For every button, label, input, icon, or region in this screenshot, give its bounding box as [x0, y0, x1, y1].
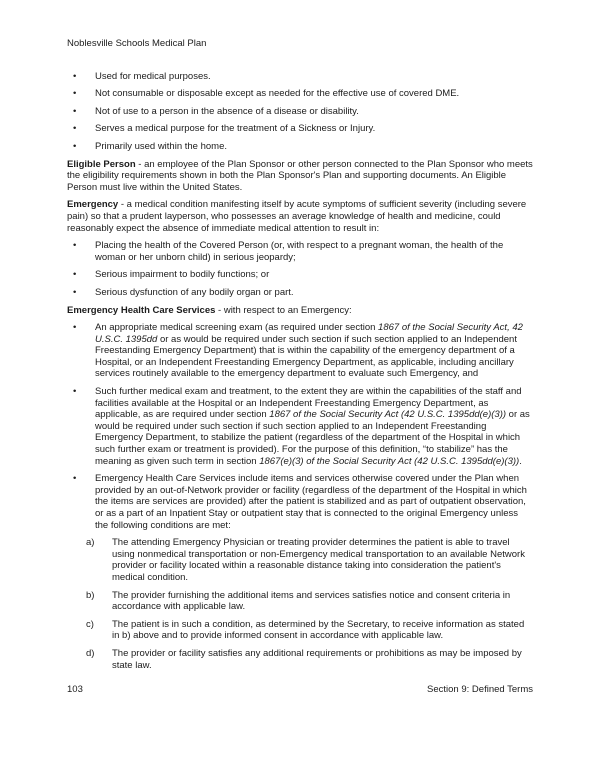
text-run: - with respect to an Emergency: — [215, 304, 352, 316]
text-run: The provider furnishing the additional items and services satisfies notice and consent criteria in accordance with applicable law. — [112, 589, 511, 613]
text-run: 1867 of the Social Security Act, 42 U.S.C. 1395dd — [95, 322, 523, 345]
sub-item-label: d) — [86, 647, 95, 659]
bullet-glyph: • — [73, 123, 77, 135]
bullet-text — [95, 240, 533, 263]
paragraph-text — [67, 199, 526, 233]
sub-item-text — [112, 648, 533, 671]
paragraph — [67, 199, 533, 234]
text-run: Serious dysfunction of any bodily organ or part. — [95, 286, 294, 298]
sub-item — [86, 619, 533, 642]
sub-item — [86, 590, 533, 613]
bullet-item — [67, 71, 533, 83]
bullet-glyph: • — [73, 70, 77, 82]
text-run: Emergency Health Care Services include items and services otherwise covered under the Plan when provided by an out-of-Network provider or facility (regardless of the department of the Hospital in which the items are services are provided) after the patient is stabilized and as part of outpatient observation, or as a part of an Inpatient Stay or outpatient stay that is connected to the original Emergency unless the following conditions are met: — [95, 473, 527, 531]
page-number: 103 — [67, 684, 83, 695]
text-run: Used for medical purposes. — [95, 70, 211, 82]
bullet-text — [95, 322, 533, 380]
text-run: - an employee of the Plan Sponsor or other person connected to the Plan Sponsor who meets the eligibility requirements shown in both the Plan Sponsor's Plan and supporting documents. An Eligible Person must live within the United States. — [67, 158, 533, 193]
paragraph-text — [67, 305, 352, 316]
text-run: Emergency Health Care Services — [67, 304, 216, 316]
text-run: Serious impairment to bodily functions; or — [95, 269, 270, 281]
bullet-glyph: • — [73, 240, 77, 252]
bullet-item — [67, 287, 533, 299]
text-run: Not of use to a person in the absence of a disease or disability. — [95, 105, 359, 117]
text-run: Primarily used within the home. — [95, 140, 227, 152]
footer-section-title: Section 9: Defined Terms — [427, 684, 533, 695]
paragraph-text — [67, 159, 533, 193]
paragraph — [67, 159, 533, 194]
bullet-item — [67, 473, 533, 531]
text-run: The patient is in such a condition, as determined by the Secretary, to receive information as stated in b) above and to provide informed consent in accordance with applicable law. — [112, 618, 525, 642]
bullet-glyph: • — [73, 386, 77, 398]
bullet-item — [67, 269, 533, 281]
bullet-item — [67, 240, 533, 263]
bullet-glyph: • — [73, 140, 77, 152]
sub-item-text — [112, 619, 533, 642]
text-run: or as would be required under such section if such section applied to an Independent Freestanding Emergency Department, to stabilize the patient (regardless of the department of the Hospital in which such further exam or treatment is provided). For the purpose of this definition, “to stabilize” has the meaning as given such term in section — [95, 409, 530, 467]
bullet-glyph: • — [73, 473, 77, 485]
paragraph — [67, 305, 533, 317]
document-body — [67, 71, 533, 672]
sub-item-text — [112, 537, 533, 583]
text-run: . — [519, 455, 522, 467]
bullet-text — [95, 88, 533, 100]
text-run: or as would be required under such section if such section applied to an Independent Freestanding Emergency Department) that is within the capability of the emergency department of a Hospital, or an Independent Freestanding Emergency Department, as applicable, including ancillary services routinely available to the emergency department to evaluate such Emergency, and — [95, 333, 517, 380]
bullet-item — [67, 123, 533, 135]
bullet-item — [67, 88, 533, 100]
bullet-text — [95, 106, 533, 118]
bullet-text — [95, 473, 533, 531]
text-run: 1867 of the Social Security Act (42 U.S.C. 1395dd(e)(3)) — [269, 409, 507, 421]
bullet-glyph: • — [73, 286, 77, 298]
bullet-item — [67, 106, 533, 118]
bullet-text — [95, 71, 533, 83]
sub-item-text — [112, 590, 533, 613]
document-header: Noblesville Schools Medical Plan — [67, 38, 207, 49]
bullet-text — [95, 386, 533, 467]
bullet-glyph: • — [73, 322, 77, 334]
text-run: 1867(e)(3) of the Social Security Act (42 U.S.C. 1395dd(e)(3)) — [259, 455, 520, 467]
text-run: Not consumable or disposable except as needed for the effective use of covered DME. — [95, 88, 460, 100]
sub-item — [86, 537, 533, 583]
text-run: The provider or facility satisfies any additional requirements or prohibitions as may be imposed by state law. — [112, 647, 522, 671]
bullet-text — [95, 269, 533, 281]
text-run: Placing the health of the Covered Person (or, with respect to a pregnant woman, the health of the woman or her unborn child) in serious jeopardy; — [95, 240, 504, 263]
bullet-glyph: • — [73, 105, 77, 117]
bullet-text — [95, 287, 533, 299]
sub-item — [86, 648, 533, 671]
text-run: Such further medical exam and treatment, to the extent they are within the capabilities of the staff and facilities available at the Hospital or an Independent Freestanding Emergency Department, as applicable, as are required under section — [95, 386, 522, 421]
sub-item-label: c) — [86, 618, 94, 630]
bullet-glyph: • — [73, 269, 77, 281]
sub-item-label: a) — [86, 537, 95, 549]
bullet-glyph: • — [73, 88, 77, 100]
sub-item-label: b) — [86, 589, 95, 601]
bullet-text — [95, 123, 533, 135]
text-run: Emergency — [67, 199, 119, 211]
text-run: An appropriate medical screening exam (as required under section — [95, 322, 379, 334]
bullet-item — [67, 322, 533, 380]
page-footer — [67, 684, 533, 696]
text-run: - a medical condition manifesting itself by acute symptoms of sufficient severity (including severe pain) so that a prudent layperson, who possesses an average knowledge of health and medicine, could reasonably expect the absence of immediate medical attention to result in: — [67, 199, 527, 234]
bullet-item — [67, 141, 533, 153]
text-run: Serves a medical purpose for the treatment of a Sickness or Injury. — [95, 123, 376, 135]
text-run: The attending Emergency Physician or treating provider determines the patient is able to travel using nonmedical transportation or non-Emergency medical transportation to an available Network provider or facility located within a reasonable distance taking into consideration the patient's medical condition. — [112, 537, 525, 583]
text-run: Eligible Person — [67, 158, 136, 170]
bullet-text — [95, 141, 533, 153]
bullet-item — [67, 386, 533, 467]
